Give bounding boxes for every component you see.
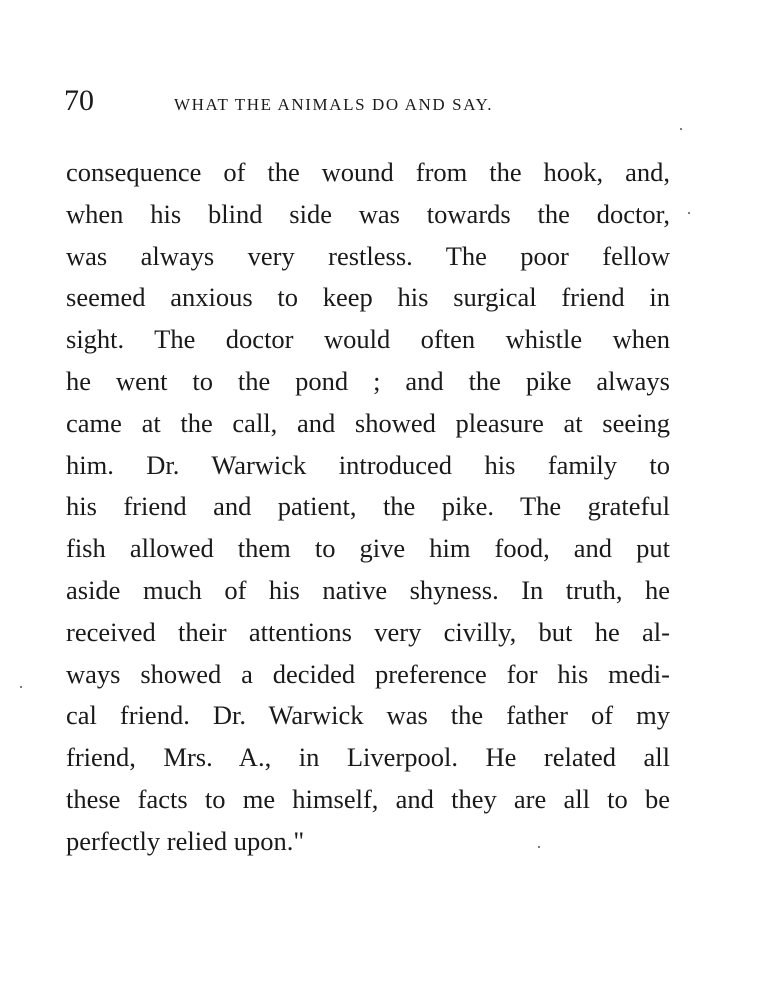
text-line: friend, Mrs. A., in Liverpool. He related all [66, 742, 670, 773]
running-title: WHAT THE ANIMALS DO AND SAY. [174, 95, 494, 114]
text-line: when his blind side was towards the doctor, [66, 198, 670, 229]
text-line: aside much of his native shyness. In truth, he [66, 574, 670, 605]
running-head [64, 84, 684, 124]
text-line: him. Dr. Warwick introduced his family to [66, 449, 670, 480]
text-line: he went to the pond ; and the pike always [66, 365, 670, 396]
text-line: seemed anxious to keep his surgical friend in [66, 282, 670, 313]
text-line: sight. The doctor would often whistle when [66, 324, 670, 355]
print-speck [680, 128, 682, 130]
text-line: his friend and patient, the pike. The grateful [66, 491, 670, 522]
print-speck [20, 686, 22, 688]
text-line: cal friend. Dr. Warwick was the father of my [66, 700, 670, 731]
print-speck [688, 212, 690, 214]
page-number: 70 [64, 84, 94, 117]
text-line: fish allowed them to give him food, and put [66, 533, 670, 564]
text-line: ways showed a decided preference for his medi- [66, 658, 670, 689]
text-line: these facts to me himself, and they are all to be [66, 783, 670, 814]
text-line: perfectly relied upon." [66, 825, 305, 856]
text-line: consequence of the wound from the hook, and, [66, 157, 670, 187]
print-speck [538, 846, 540, 848]
text-line: came at the call, and showed pleasure at seeing [66, 407, 670, 438]
text-line: received their attentions very civilly, but he al- [66, 616, 670, 647]
text-line: was always very restless. The poor fellow [66, 240, 670, 271]
body-text [66, 152, 670, 863]
